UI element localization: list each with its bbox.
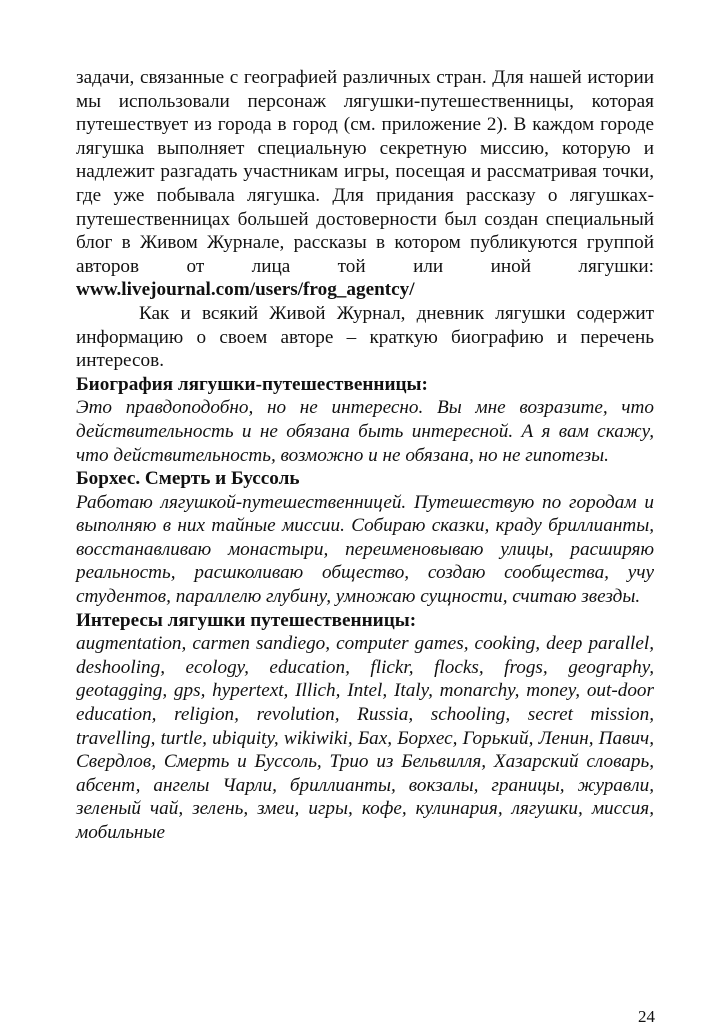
- interests-heading: Интересы лягушки путешественницы:: [76, 609, 417, 631]
- intro-paragraph: [76, 66, 654, 302]
- biography-text: Работаю лягушкой-путешественницей. Путешествую по городам и выполняю в них тайные миссии. Собираю сказки, краду бриллианты, восстанавливаю монастыри, переименовываю улицы, расширяю реальность, расшколиваю общество, создаю сообщества, учу студентов, параллелю глубину, умножаю сущности, считаю звезды.: [76, 491, 654, 608]
- page-number: 24: [638, 1007, 655, 1026]
- blog-url: www.livejournal.com/users/frog_agentcy/: [76, 279, 415, 301]
- biography-heading: Биография лягушки-путешественницы:: [76, 373, 428, 395]
- quote-source: Борхес. Смерть и Буссоль: [76, 468, 300, 490]
- interests-text: augmentation, carmen sandiego, computer games, cooking, deep parallel, deshooling, ecology, education, flickr, flocks, frogs, geography, geotagging, gps, hypertext, Illich, Intel, Italy, monarchy, money, out-door education, religion, revolution, Russia, schooling, secret mission, travelling, turtle, ubiquity, wikiwiki, Бах, Борхес, Горький, Ленин, Павич, Свердлов, Смерть и Буссоль, Трио из Бельвилля, Хазарский словарь, абсент, ангелы Чарли, бриллианты, вокзалы, границы, журавли, зеленый чай, зелень, змеи, игры, кофе, кулинария, лягушки, миссия, мобильные: [76, 633, 654, 843]
- diary-paragraph: Как и всякий Живой Журнал, дневник лягушки содержит информацию о своем авторе – краткую биографию и перечень интересов.: [76, 302, 654, 372]
- document-page: [76, 66, 654, 845]
- intro-text: задачи, связанные с географией различных стран. Для нашей истории мы использовали персонаж лягушки-путешественницы, которая путешествует из города в город (см. приложение 2). В каждом городе лягушка выполняет специальную секретную миссию, которую и надлежит разгадать участникам игры, посещая и рассматривая точки, где уже побывала лягушка. Для придания рассказу о лягушках-путешественницах большей достоверности был создан специальный блог в Живом Журнале, рассказы в котором публикуются группой авторов от лица той или иной лягушки:: [76, 67, 654, 277]
- biography-quote: Это правдоподобно, но не интересно. Вы мне возразите, что действительность и не обязана быть интересной. А я вам скажу, что действительность, возможно и не обязана, но не гипотезы.: [76, 397, 654, 466]
